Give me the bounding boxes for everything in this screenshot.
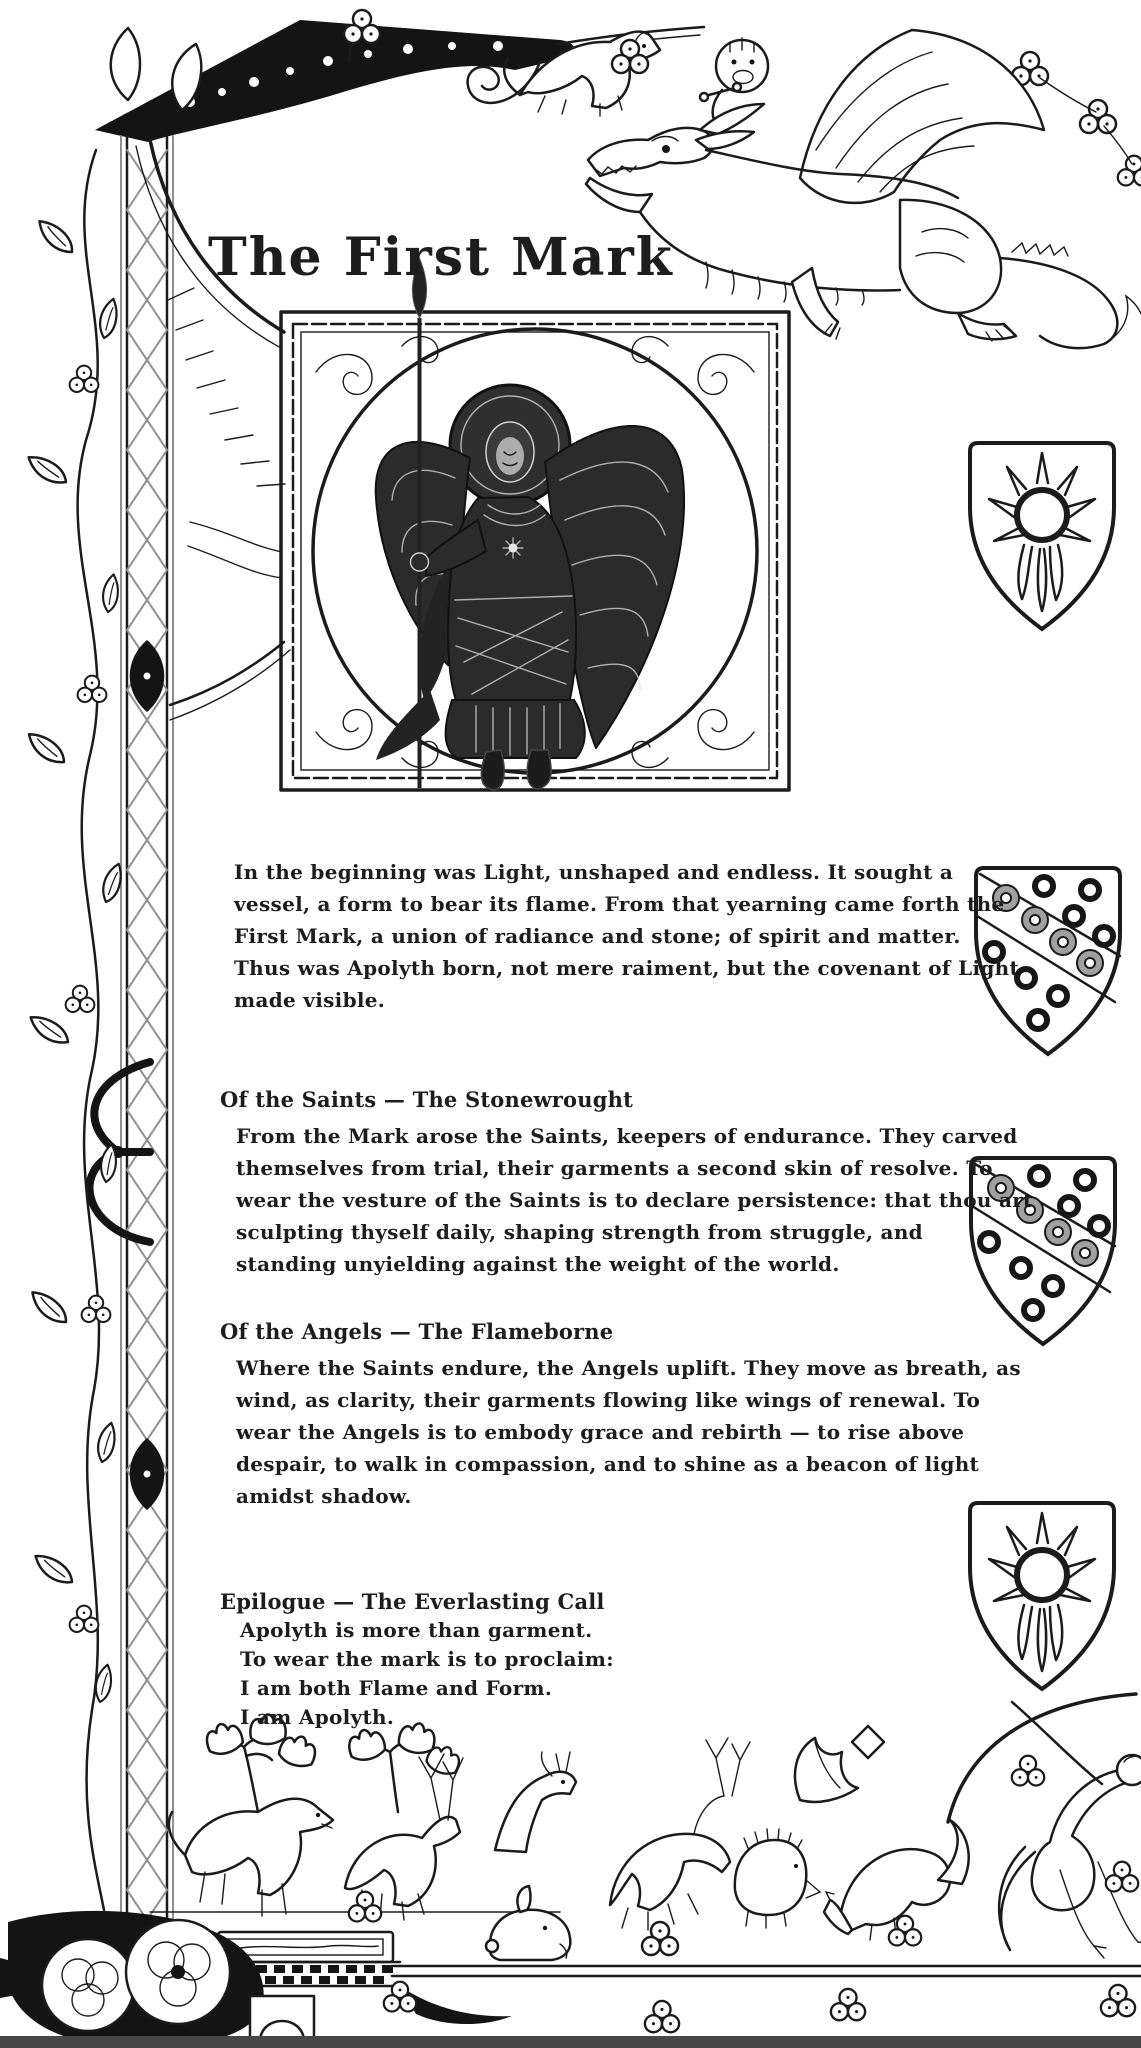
- body-line: standing unyielding against the weight of the world.: [236, 1252, 840, 1276]
- epilogue-paragraph: [240, 1616, 614, 1732]
- body-line: From the Mark arose the Saints, keepers of endurance. They carved: [236, 1124, 1018, 1148]
- body-line: I am both Flame and Form.: [240, 1676, 553, 1700]
- bottom-edge-bar: [0, 2036, 1141, 2048]
- archangel-figure: [376, 258, 684, 790]
- body-line: wear the Angels is to embody grace and rebirth — to rise above: [236, 1420, 965, 1444]
- body-line: despair, to walk in compassion, and to shine as a beacon of light: [236, 1452, 980, 1476]
- foliate-vine: [28, 150, 133, 1910]
- body-line: To wear the mark is to proclaim:: [240, 1647, 614, 1671]
- angels-paragraph: [236, 1352, 1021, 1512]
- body-line: amidst shadow.: [236, 1484, 412, 1508]
- body-line: wear the vesture of the Saints is to declare persistence: that thou art: [236, 1188, 1033, 1212]
- hunting-hound: [169, 1799, 333, 1916]
- section-heading-epilogue: Epilogue — The Everlasting Call: [220, 1589, 605, 1615]
- satyr-archer: [948, 1694, 1141, 1958]
- winged-dragon: [586, 30, 1141, 348]
- body-line: Apolyth is more than garment.: [240, 1618, 593, 1642]
- deer: [495, 1752, 576, 1852]
- page-title: The First Mark: [208, 226, 674, 288]
- illuminated-initial-panel: [281, 258, 789, 790]
- body-line: themselves from trial, their garments a second skin of resolve. To: [236, 1156, 993, 1180]
- body-line: First Mark, a union of radiance and stone; of spirit and matter.: [234, 924, 961, 948]
- saints-paragraph: [236, 1120, 1033, 1280]
- body-line: In the beginning was Light, unshaped and endless. It sought a: [234, 860, 954, 884]
- body-line: sculpting thyself daily, shaping strength from struggle, and: [236, 1220, 923, 1244]
- intro-paragraph: [234, 856, 1019, 1016]
- body-line: Thus was Apolyth born, not mere raiment, but the covenant of Light: [234, 956, 1020, 980]
- body-line: I am Apolyth.: [240, 1705, 395, 1729]
- holly-leaves: [795, 1726, 884, 1802]
- rabbit: [486, 1886, 570, 1960]
- section-heading-angels: Of the Angels — The Flameborne: [220, 1319, 614, 1345]
- section-heading-saints: Of the Saints — The Stonewrought: [220, 1087, 633, 1113]
- boar: [735, 1829, 820, 1928]
- body-line: vessel, a form to bear its flame. From that yearning came forth the: [234, 892, 1005, 916]
- sun-shield-icon: [970, 443, 1114, 629]
- sun-shield-icon: [970, 1503, 1114, 1689]
- bottom-border: [0, 1694, 1141, 2046]
- stag-leaping: [610, 1738, 750, 1930]
- body-line: wind, as clarity, their garments flowing like wings of renewal. To: [236, 1388, 981, 1412]
- body-line: made visible.: [234, 988, 386, 1012]
- body-line: Where the Saints endure, the Angels uplift. They move as breath, as: [236, 1356, 1021, 1380]
